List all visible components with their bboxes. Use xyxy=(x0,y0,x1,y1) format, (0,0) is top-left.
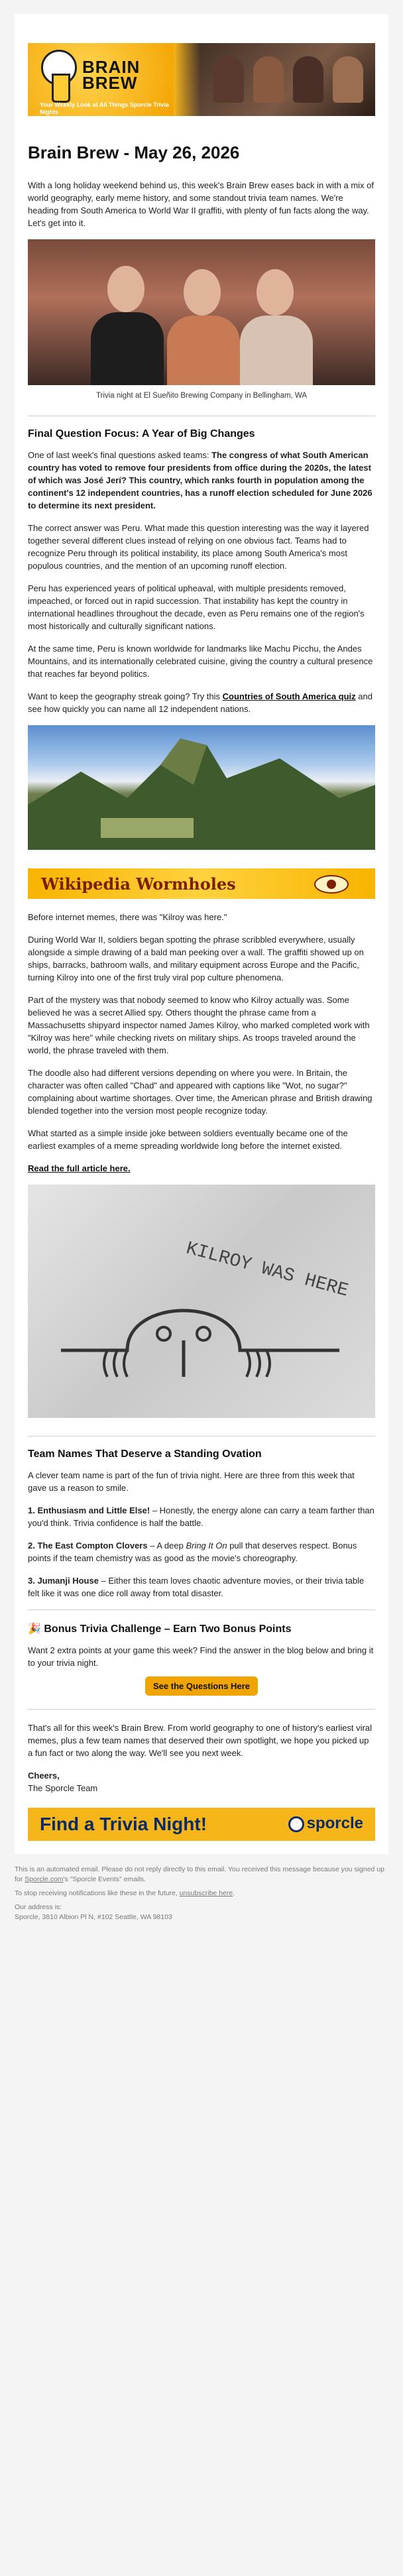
kilroy-paragraph-5: What started as a simple inside joke between soldiers eventually became one of the earliest examples of a meme spreading worldwide long before the internet existed. xyxy=(28,1128,348,1151)
kilroy-paragraph-3: Part of the mystery was that nobody seemed to know who Kilroy actually was. Some believed he was a secret Allied spy. Others thought the phrase came from a Massachusetts shipyard inspector named James Kilroy, who marked completed work with "Kilroy was here" while checking rivets on military ships. As troops traveled around the world, the phrase traveled with them. xyxy=(28,995,370,1055)
kilroy-intro: Before internet memes, there was "Kilroy was here." xyxy=(28,912,227,922)
read-more-paragraph xyxy=(28,1162,375,1175)
kilroy-fingers-right xyxy=(247,1350,270,1377)
south-america-quiz-link[interactable]: Countries of South America quiz xyxy=(222,691,356,701)
person-silhouette xyxy=(333,56,363,103)
sporcle-logo-icon xyxy=(288,1816,304,1832)
kilroy-text: KILROY WAS HERE xyxy=(184,1238,351,1302)
quiz-text-suffix: and see how quickly you can name all 12 independent nations. xyxy=(28,691,373,714)
final-question-paragraph xyxy=(28,449,375,512)
team-name: 1. Enthusiasm and Little Else! xyxy=(28,1505,150,1515)
team-name-comment: – Honestly, the energy alone can carry a team farther than you'd think. Trivia confidence is half the battle. xyxy=(28,1505,374,1528)
footer-unsubscribe xyxy=(15,1889,388,1899)
closing-paragraph: That's all for this week's Brain Brew. From world geography to one of history's earliest viral memes, plus a few team names that deserved their own spotlight, we hope you picked up a fun fact or two along the way. We'll see you next week. xyxy=(28,1723,372,1758)
signoff-cheers: Cheers, xyxy=(28,1771,60,1781)
intro-paragraph: With a long holiday weekend behind us, this week's Brain Brew eases back in with a mix of world geography, early meme history, and some standout trivia team names. We're heading from South America to World War II graffiti, with plenty of fun facts along the way. Let's get into it. xyxy=(28,180,374,228)
find-trivia-night-banner[interactable] xyxy=(28,1808,375,1841)
final-question-intro-text: One of last week's final questions asked teams: xyxy=(28,450,212,460)
person-body xyxy=(91,312,164,385)
sporcle-logo-text: sporcle xyxy=(306,1814,363,1832)
footer-disclaimer xyxy=(15,1865,388,1885)
team-name: 3. Jumanji House xyxy=(28,1576,99,1586)
see-questions-button[interactable]: See the Questions Here xyxy=(145,1676,258,1696)
eye-icon xyxy=(314,875,349,894)
signoff-team: The Sporcle Team xyxy=(28,1783,98,1793)
team-names-intro: A clever team name is part of the fun of trivia night. Here are three from this week that gave us a reason to smile. xyxy=(28,1470,355,1493)
unsubscribe-link[interactable]: unsubscribe here xyxy=(179,1889,233,1897)
photo-caption: Trivia night at El Sueñito Brewing Company in Bellingham, WA xyxy=(95,392,308,400)
quiz-text-prefix: Want to keep the geography streak going? Try this xyxy=(28,691,223,701)
kilroy-drawing xyxy=(28,1185,375,1418)
sporcle-link[interactable]: Sporcle.com xyxy=(25,1875,64,1883)
peru-paragraph: Peru has experienced years of political upheaval, with multiple presidents removed, impeached, or forced out in rapid succession. That instability has kept the country in international headlines throughout the decade, even as Peru remains one of the region's most historically and culturally significant nations. xyxy=(28,583,365,631)
mountain-illustration xyxy=(28,725,375,850)
brand-name-line2: BREW xyxy=(82,73,138,93)
terraces xyxy=(101,818,194,838)
team-name-item xyxy=(28,1504,375,1529)
movie-title: Bring It On xyxy=(186,1541,227,1551)
machu-picchu-image xyxy=(28,725,375,850)
person-silhouette xyxy=(253,56,284,103)
footer-text: 's "Sporcle Events" emails. xyxy=(63,1875,146,1883)
final-question-text: The congress of what South American country has voted to remove four presidents from office during the 2020s, the latest of which was José Jerí? This country, which ranks fourth in population among the continent's 12 independent countries, has a runoff election scheduled for June 2026 to determine its next president. xyxy=(28,450,373,510)
team-name-comment: – A deep xyxy=(147,1541,186,1551)
footer-address-label: Our address is: xyxy=(15,1903,62,1911)
person-silhouette xyxy=(293,56,323,103)
brand-name-line1: BRAIN xyxy=(82,57,141,77)
read-full-article-link[interactable]: Read the full article here. xyxy=(28,1163,131,1173)
kilroy-head-outline xyxy=(61,1311,339,1350)
team-name-comment: – Either this team loves chaotic adventure movies, or their trivia table felt like it was one dice roll away from total disaster. xyxy=(28,1576,365,1598)
footer-address: Sporcle, 3810 Albion Pl N, #102 Seattle, WA 98103 xyxy=(15,1913,172,1921)
spacer xyxy=(28,1841,375,1854)
kilroy-fingers-left xyxy=(104,1350,127,1377)
team-name-item xyxy=(28,1574,375,1600)
answer-paragraph: The correct answer was Peru. What made this question interesting was the way it layered together several different clues instead of relying on one obvious fact. Teams had to recognize Peru through its political instability, its place among South America's most populous countries, and the mention of an upcoming runoff election. xyxy=(28,523,369,571)
bonus-heading-text: Bonus Trivia Challenge – Earn Two Bonus Points xyxy=(44,1623,292,1635)
team-name-item xyxy=(28,1539,375,1564)
wormholes-banner-title: Wikipedia Wormholes xyxy=(41,874,236,894)
bonus-text: Want 2 extra points at your game this week? Find the answer in the blog below and bring it to your trivia night. xyxy=(28,1645,374,1668)
brand-tagline: Your Weekly Look at All Things Sporcle Trivia Nights xyxy=(40,101,169,115)
team-names-heading: Team Names That Deserve a Standing Ovation xyxy=(28,1448,262,1460)
person-face xyxy=(184,269,221,316)
kilroy-paragraph-2: During World War II, soldiers began spotting the phrase scribbled everywhere, usually alongside a simple drawing of a bald man peeking over a wall. The graffiti showed up on ships, barracks, bathroom walls, and military equipment across Europe and the Pacific, turning Kilroy into one of the first truly viral pop culture phenomena. xyxy=(28,935,364,982)
footer-text: . xyxy=(233,1889,235,1897)
brain-brew-logo xyxy=(28,43,174,116)
sporcle-logo xyxy=(288,1814,363,1833)
final-question-heading: Final Question Focus: A Year of Big Changes xyxy=(28,428,255,439)
header-banner xyxy=(28,43,375,116)
party-popper-icon: 🎉 xyxy=(28,1622,41,1635)
signoff xyxy=(28,1769,375,1782)
person-face xyxy=(107,266,144,312)
person-face xyxy=(257,269,294,316)
beer-glass-icon xyxy=(52,74,70,103)
brand-name xyxy=(82,59,140,91)
landmarks-paragraph: At the same time, Peru is known worldwide for landmarks like Machu Picchu, the Andes Mountains, and its internationally celebrated cuisine, giving the country a cultural presence that reaches far beyond politics. xyxy=(28,644,373,679)
person-body xyxy=(167,316,240,385)
page-title: Brain Brew - May 26, 2026 xyxy=(28,143,240,162)
quiz-paragraph xyxy=(28,690,375,715)
bonus-button-row xyxy=(28,1676,375,1696)
person-silhouette xyxy=(213,56,244,103)
kilroy-graffiti-image xyxy=(28,1185,375,1418)
find-trivia-night-text: Find a Trivia Night! xyxy=(40,1814,207,1834)
kilroy-paragraph-4: The doodle also had different versions depending on where you were. In Britain, the character was often called "Chad" and appeared with captions like "Wot, no sugar?" complaining about wartime shortages. Over time, the American phrase and British drawing blended together into the version most people recognize today. xyxy=(28,1068,373,1116)
footer xyxy=(0,1854,403,1922)
wikipedia-wormholes-banner xyxy=(28,868,375,899)
bonus-heading xyxy=(28,1622,375,1635)
team-name: 2. The East Compton Clovers xyxy=(28,1541,148,1551)
divider xyxy=(28,1709,375,1710)
trivia-night-photo xyxy=(28,239,375,385)
email-body xyxy=(15,14,388,1854)
kilroy-eye-right xyxy=(197,1327,210,1340)
footer-text: To stop receiving notifications like these in the future, xyxy=(15,1889,180,1897)
footer-text: This is an automated email. Please do not reply directly to this email. You received this message because you signed up for xyxy=(15,1865,384,1883)
person-body xyxy=(240,316,313,385)
team-name-comment: pull that deserves respect. Bonus points if the team chemistry was as good as the movie's choreography. xyxy=(28,1541,357,1563)
kilroy-eye-left xyxy=(157,1327,170,1340)
header-photo xyxy=(174,43,375,116)
